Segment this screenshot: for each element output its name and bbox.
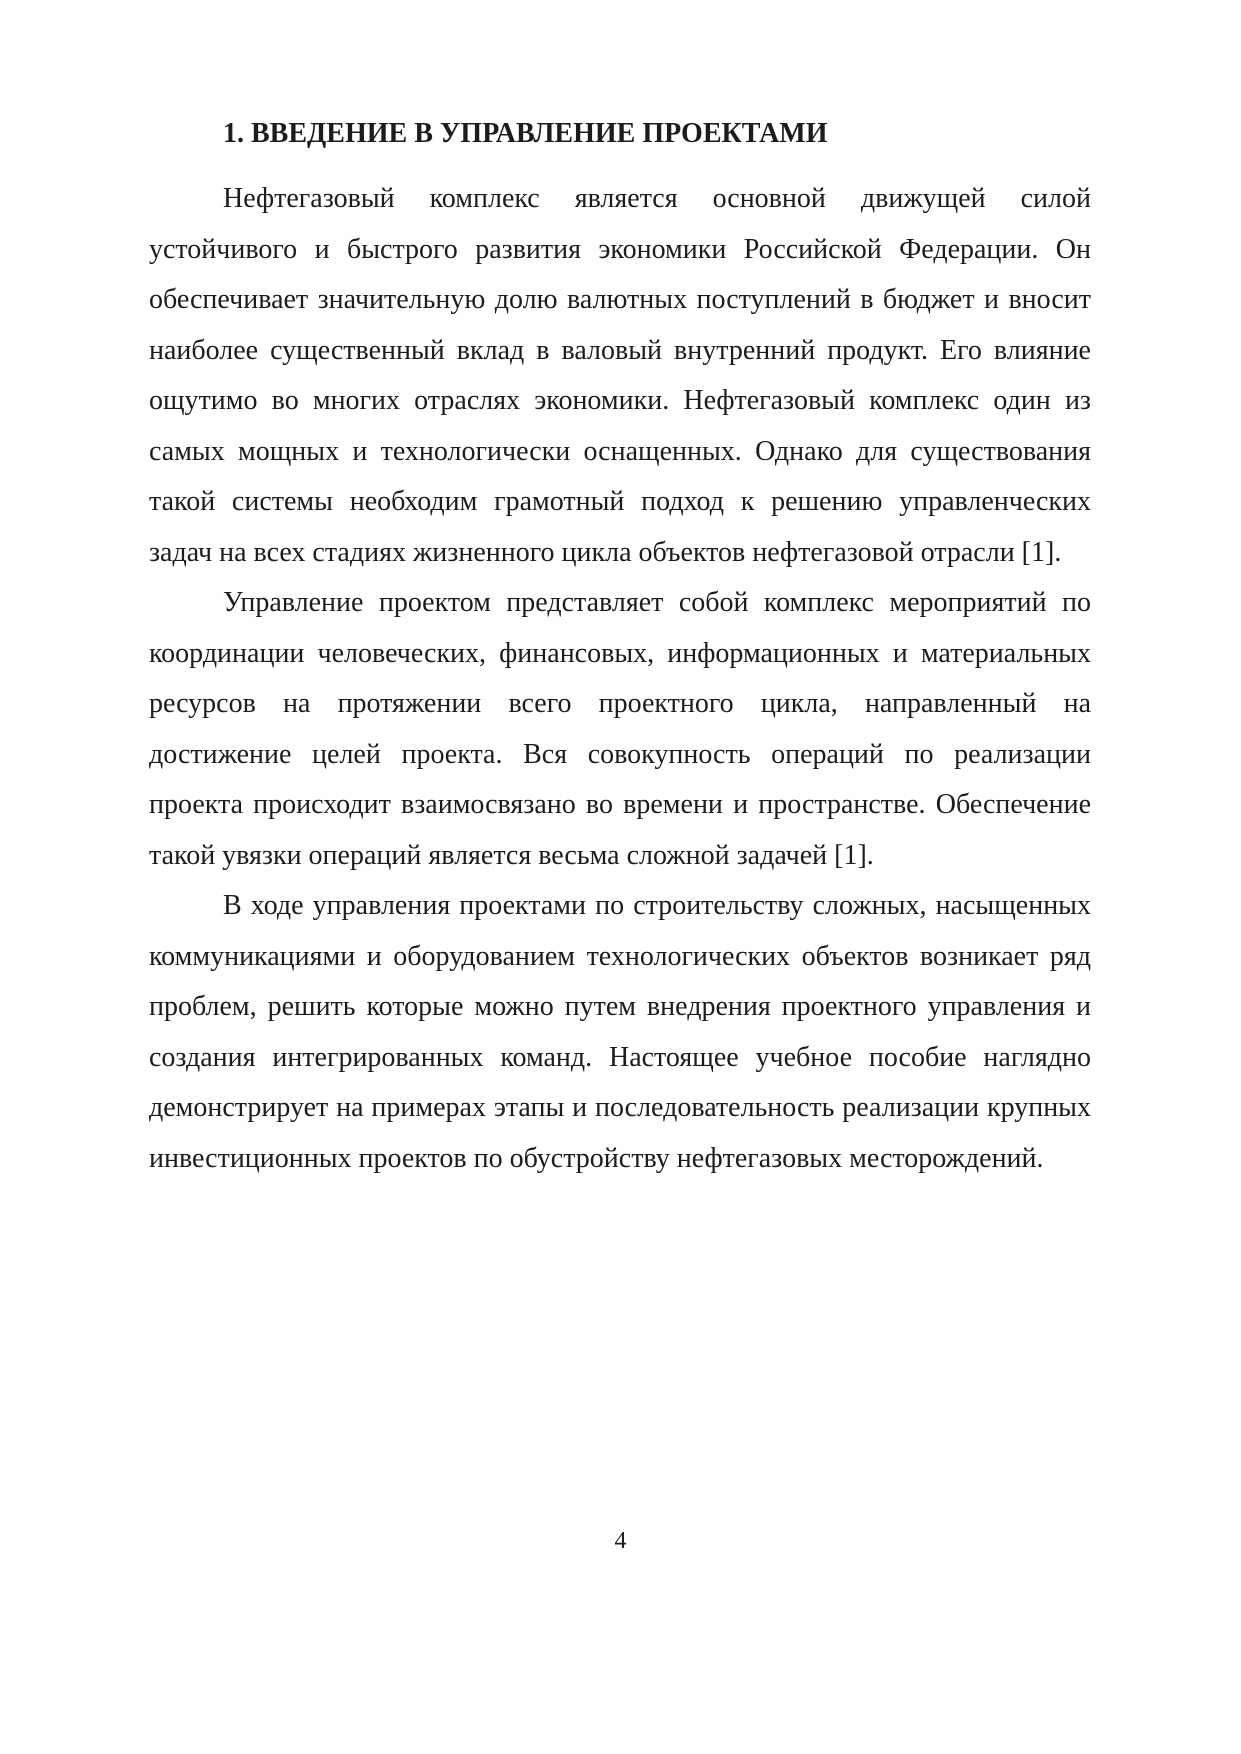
paragraph: Нефтегазовый комплекс является основной движущей силой устойчивого и быстрого развития экономики Российской Федерации. Он обеспечивает значительную долю валютных поступлений в бюджет и вносит наиболее существенный вклад в валовый внутренний продукт. Его влияние ощутимо во многих отраслях экономики. Нефтегазовый комплекс один из самых мощных и технологически оснащенных. Однако для существования такой системы необходим грамотный подход к решению управленческих задач на всех стадиях жизненного цикла объектов нефтегазовой отрасли [1].: [149, 183, 1091, 568]
section-body: [149, 174, 1091, 1184]
paragraph: Управление проектом представляет собой комплекс мероприятий по координации человеческих, финансовых, информационных и материальных ресурсов на протяжении всего проектного цикла, направленный на достижение целей проекта. Вся совокупность операций по реализации проекта происходит взаимосвязано во времени и пространстве. Обеспечение такой увязки операций является весьма сложной задачей [1].: [149, 587, 1091, 871]
paragraph: В ходе управления проектами по строительству сложных, насыщенных коммуникациями и оборудованием технологических объектов возникает ряд проблем, решить которые можно путем внедрения проектного управления и создания интегрированных команд. Настоящее учебное пособие наглядно демонстрирует на примерах этапы и последовательность реализации крупных инвестиционных проектов по обустройству нефтегазовых месторождений.: [149, 890, 1091, 1174]
section-heading: 1. ВВЕДЕНИЕ В УПРАВЛЕНИЕ ПРОЕКТАМИ: [223, 118, 828, 149]
page-number: 4: [614, 1528, 627, 1554]
